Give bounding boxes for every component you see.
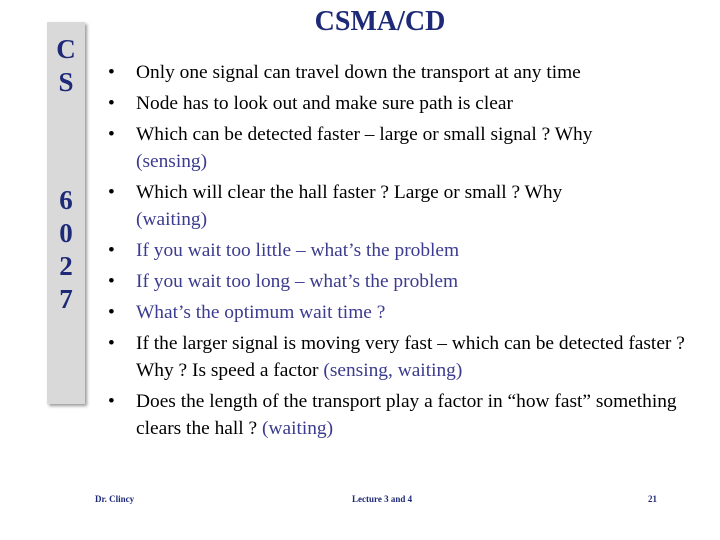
side-label-letter: 0 (59, 218, 73, 248)
bullet-note: If you wait too little – what’s the problem (136, 240, 460, 261)
bullet-text: Which can be detected faster – large or small signal ? Why (136, 124, 593, 145)
bullet-icon: • (108, 62, 115, 83)
bullet-text: Node has to look out and make sure path is clear (136, 93, 513, 114)
bullet-list (108, 59, 708, 446)
bullet-note: (sensing, waiting) (323, 360, 463, 381)
bullet-item (108, 268, 708, 295)
bullet-item (108, 237, 708, 264)
bullet-icon: • (108, 271, 115, 292)
bullet-item (108, 388, 708, 442)
footer-lecture: Lecture 3 and 4 (352, 494, 413, 504)
bullet-text: If the larger signal is moving very fast – which can be detected faster ? Why ? Is speed a factor (136, 333, 685, 381)
bullet-icon: • (108, 240, 115, 261)
bullet-item (108, 179, 708, 233)
bullet-item (108, 299, 708, 326)
bullet-icon: • (108, 302, 115, 323)
footer-page-number: 21 (648, 494, 657, 504)
bullet-icon: • (108, 124, 115, 145)
bullet-text: Does the length of the transport play a factor in “how fast” something clears the hall ? (136, 391, 677, 439)
bullet-item (108, 330, 708, 384)
side-label-letter: 7 (59, 284, 73, 314)
bullet-text: Which will clear the hall faster ? Large or small ? Why (136, 182, 563, 203)
footer-author: Dr. Clincy (95, 494, 135, 504)
side-label-bar (47, 22, 85, 404)
side-label-letter: S (58, 67, 74, 97)
side-label-letter: 6 (59, 185, 73, 215)
bullet-icon: • (108, 391, 115, 412)
bullet-item (108, 121, 708, 175)
slide-title: CSMA/CD (314, 6, 446, 37)
bullet-icon: • (108, 182, 115, 203)
bullet-note: What’s the optimum wait time ? (136, 302, 386, 323)
bullet-note: If you wait too long – what’s the problem (136, 271, 459, 292)
bullet-item (108, 59, 708, 86)
bullet-item (108, 90, 708, 117)
bullet-note: (waiting) (136, 209, 208, 230)
bullet-text: Only one signal can travel down the transport at any time (136, 62, 581, 83)
bullet-icon: • (108, 93, 115, 114)
bullet-note: (waiting) (262, 418, 334, 439)
bullet-note: (sensing) (136, 151, 208, 172)
bullet-icon: • (108, 333, 115, 354)
side-label-letter: C (56, 34, 76, 64)
side-label-letter: 2 (59, 251, 73, 281)
